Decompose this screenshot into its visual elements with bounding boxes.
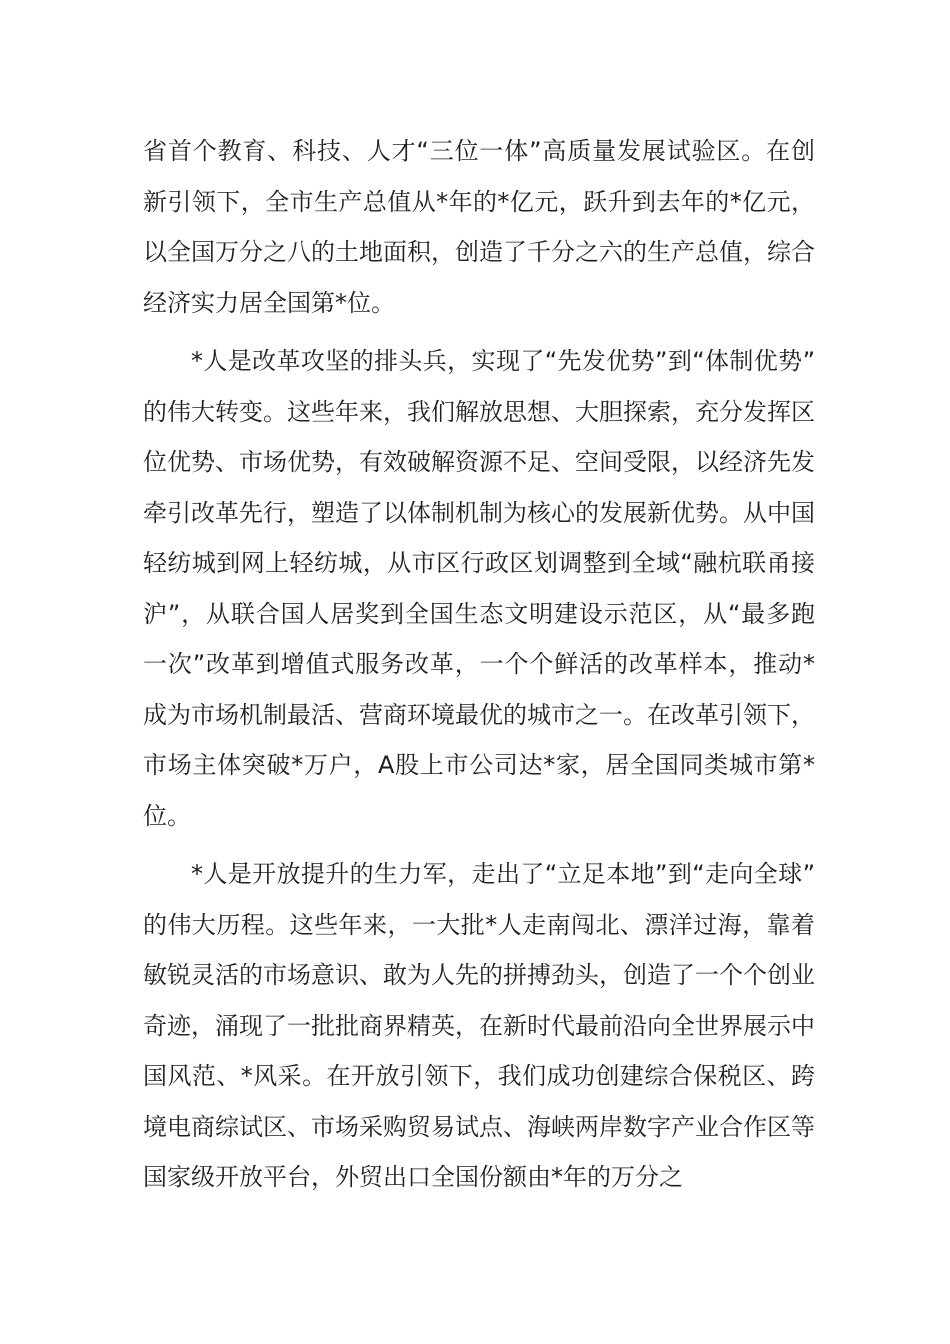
paragraph-reform: *人是改革攻坚的排头兵，实现了“先发优势”到“体制优势”的伟大转变。这些年来，我们解放思想、大胆探索，充分发挥区位优势、市场优势，有效破解资源不足、空间受限，以经济先发牵引改革先行，塑造了以体制机制为核心的发展新优势。从中国轻纺城到网上轻纺城，从市区行政区划调整到全域“融杭联甬接沪”，从联合国人居奖到全国生态文明建设示范区，从“最多跑一次”改革到增值式服务改革，一个个鲜活的改革样本，推动*成为市场机制最活、营商环境最优的城市之一。在改革引领下，市场主体突破*万户，A股上市公司达*家，居全国同类城市第*位。 [143,347,815,830]
paragraph-opening: *人是开放提升的生力军，走出了“立足本地”到“走向全球”的伟大历程。这些年来，一大批*人走南闯北、漂洋过海，靠着敏锐灵活的市场意识、敢为人先的拼搏劲头，创造了一个个创业奇迹，涌现了一批批商界精英，在新时代最前沿向全世界展示中国风范、*风采。在开放引领下，我们成功创建综合保税区、跨境电商综试区、市场采购贸易试点、海峡两岸数字产业合作区等国家级开放平台，外贸出口全国份额由*年的万分之 [143,860,815,1191]
document-body [143,126,815,1203]
paragraph-continuation: 省首个教育、科技、人才“三位一体”高质量发展试验区。在创新引领下，全市生产总值从*年的*亿元，跃升到去年的*亿元，以全国万分之八的土地面积，创造了千分之六的生产总值，综合经济实力居全国第*位。 [143,137,815,317]
